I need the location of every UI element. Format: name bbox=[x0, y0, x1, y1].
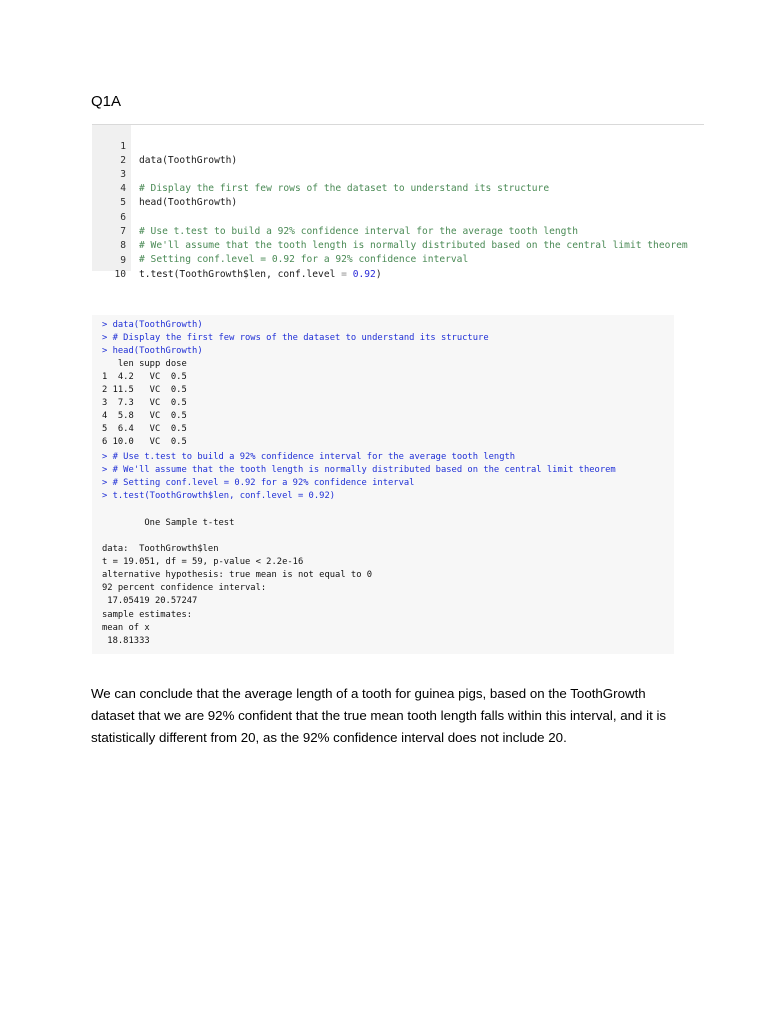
line-number: 7 bbox=[120, 226, 126, 237]
console-output: t = 19.051, df = 59, p-value < 2.2e-16 bbox=[102, 557, 304, 567]
console-output: mean of x bbox=[102, 623, 150, 633]
editor-line bbox=[92, 126, 238, 166]
line-number: 3 bbox=[120, 169, 126, 180]
line-number: 5 bbox=[120, 197, 126, 208]
code-token: t.test(ToothGrowth$len, conf.level bbox=[139, 269, 342, 280]
console-command: > # Display the first few rows of the dataset to understand its structure bbox=[102, 333, 489, 343]
console-command: > # Setting conf.level = 0.92 for a 92% confidence interval bbox=[102, 478, 415, 488]
console-output: 1 4.2 VC 0.5 bbox=[102, 372, 187, 382]
code-comment: # Use t.test to build a 92% confidence interval for the average tooth length bbox=[139, 226, 578, 237]
editor-line bbox=[92, 168, 238, 208]
conclusion-paragraph: We can conclude that the average length of a tooth for guinea pigs, based on the ToothGrowth dataset that we are 92% confident that the true mean tooth length falls within this interval, and it is statistically different from 20, as the 92% confidence interval does not include 20. bbox=[91, 686, 667, 746]
line-number: 4 bbox=[120, 183, 126, 194]
code-text: data(ToothGrowth) bbox=[139, 155, 238, 166]
console-command: > t.test(ToothGrowth$len, conf.level = 0.92) bbox=[102, 491, 336, 501]
console-output: 2 11.5 VC 0.5 bbox=[102, 385, 187, 395]
section-heading: Q1A bbox=[91, 93, 122, 110]
console-output: 3 7.3 VC 0.5 bbox=[102, 398, 187, 408]
editor-line bbox=[92, 254, 126, 280]
editor-line bbox=[92, 140, 126, 166]
console-output: 17.05419 20.57247 bbox=[102, 596, 198, 606]
console-command: > data(ToothGrowth) bbox=[102, 320, 203, 330]
line-number: 10 bbox=[114, 269, 126, 280]
line-number: 1 bbox=[120, 141, 126, 152]
console-output-screenshot bbox=[92, 315, 674, 654]
console-output: 6 10.0 VC 0.5 bbox=[102, 437, 187, 447]
editor-line bbox=[92, 182, 126, 208]
line-number: 9 bbox=[120, 255, 126, 266]
console-command: > # Use t.test to build a 92% confidence interval for the average tooth length bbox=[102, 452, 516, 462]
console-output: 5 6.4 VC 0.5 bbox=[102, 424, 187, 434]
console-output: 92 percent confidence interval: bbox=[102, 583, 267, 593]
line-number: 6 bbox=[120, 212, 126, 223]
code-comment: # Display the first few rows of the dataset to understand its structure bbox=[139, 183, 550, 194]
code-comment: # Setting conf.level = 0.92 for a 92% confidence interval bbox=[139, 254, 469, 265]
console-command: > # We'll assume that the tooth length is normally distributed based on the central limit theorem bbox=[102, 465, 616, 475]
code-text: head(ToothGrowth) bbox=[139, 197, 238, 208]
code-comment: # We'll assume that the tooth length is normally distributed based on the central limit theorem bbox=[139, 240, 688, 251]
code-token: ) bbox=[375, 269, 382, 280]
console-output: 4 5.8 VC 0.5 bbox=[102, 411, 187, 421]
code-ttest-call bbox=[139, 268, 382, 282]
console-output: data: ToothGrowth$len bbox=[102, 544, 219, 554]
line-number: 8 bbox=[120, 240, 126, 251]
line-number: 2 bbox=[120, 155, 126, 166]
console-output: len supp dose bbox=[102, 359, 187, 369]
console-output: alternative hypothesis: true mean is not equal to 0 bbox=[102, 570, 373, 580]
console-output: 18.81333 bbox=[102, 636, 150, 646]
code-editor-screenshot bbox=[92, 124, 704, 280]
console-output: One Sample t-test bbox=[102, 518, 235, 528]
console-output: sample estimates: bbox=[102, 610, 193, 620]
code-operator: = bbox=[341, 269, 347, 280]
console-command: > head(ToothGrowth) bbox=[102, 346, 203, 356]
code-number: 0.92 bbox=[352, 269, 376, 280]
